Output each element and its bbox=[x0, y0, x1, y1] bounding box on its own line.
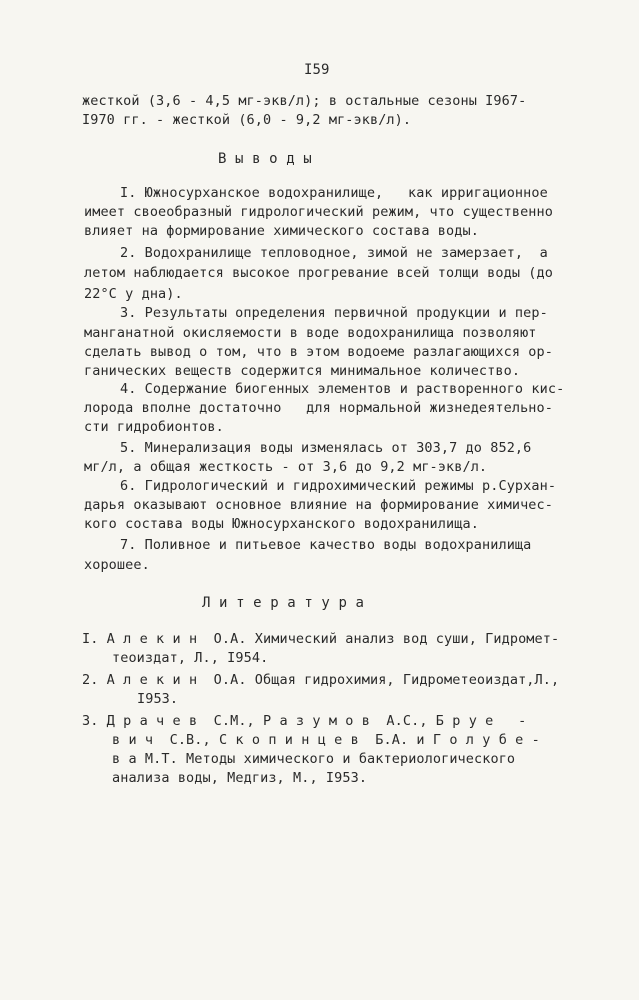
reference-line: теоиздат, Л., I954. bbox=[112, 650, 269, 666]
conclusion-line: лорода вполне достаточно для нормальной жизнедеятельно- bbox=[84, 400, 553, 416]
reference-line: 3. Д р а ч е в С.М., Р а з у м о в А.С., Б р у е - bbox=[82, 713, 527, 729]
conclusion-line: влияет на формирование химического состава воды. bbox=[84, 223, 479, 239]
reference-line: анализа воды, Медгиз, М., I953. bbox=[112, 770, 368, 786]
conclusion-line: манганатной окисляемости в воде водохранилища позволяют bbox=[84, 325, 537, 341]
conclusion-line: имеет своеобразный гидрологический режим, что существенно bbox=[84, 204, 553, 220]
conclusion-line: дарья оказывают основное влияние на формирование химичес- bbox=[84, 497, 553, 513]
conclusion-line: I. Южносурханское водохранилище, как ирригационное bbox=[120, 185, 548, 201]
conclusion-line: хорошее. bbox=[84, 557, 150, 573]
reference-line: I953. bbox=[137, 691, 179, 707]
literature-heading: Л и т е р а т у р а bbox=[202, 595, 365, 611]
reference-line: 2. А л е к и н О.А. Общая гидрохимия, Гидрометеоиздат,Л., bbox=[82, 672, 560, 688]
conclusion-line: сти гидробионтов. bbox=[84, 419, 224, 435]
intro-line: жесткой (3,6 - 4,5 мг-экв/л); в остальные сезоны I967- bbox=[82, 93, 527, 109]
conclusion-line: мг/л, а общая жесткость - от 3,6 до 9,2 мг-экв/л. bbox=[84, 459, 488, 475]
conclusion-line: кого состава воды Южносурханского водохранилища. bbox=[84, 516, 479, 532]
reference-line: I. А л е к и н О.А. Химический анализ вод суши, Гидромет- bbox=[82, 631, 560, 647]
reference-line: в а М.Т. Методы химического и бактериологического bbox=[112, 751, 516, 767]
conclusion-line: 3. Результаты определения первичной продукции и пер- bbox=[120, 305, 548, 321]
conclusion-line: ганических веществ содержится минимальное количество. bbox=[84, 363, 521, 379]
conclusion-line: летом наблюдается высокое прогревание всей толщи воды (до bbox=[84, 265, 553, 281]
reference-line: в и ч С.В., С к о п и н ц е в Б.А. и Г о л у б е - bbox=[112, 732, 540, 748]
conclusion-line: сделать вывод о том, что в этом водоеме разлагающихся ор- bbox=[84, 344, 553, 360]
page-number: I59 bbox=[304, 62, 330, 78]
conclusion-line: 6. Гидрологический и гидрохимический режимы р.Сурхан- bbox=[120, 478, 557, 494]
conclusion-line: 5. Минерализация воды изменялась от 303,7 до 852,6 bbox=[120, 440, 532, 456]
conclusion-line: 22°С у дна). bbox=[84, 286, 183, 302]
conclusion-line: 2. Водохранилище тепловодное, зимой не замерзает, а bbox=[120, 245, 548, 261]
conclusions-heading: В ы в о д ы bbox=[218, 151, 312, 167]
intro-line: I970 гг. - жесткой (6,0 - 9,2 мг-экв/л). bbox=[82, 112, 412, 128]
conclusion-line: 7. Поливное и питьевое качество воды водохранилища bbox=[120, 537, 532, 553]
conclusion-line: 4. Содержание биогенных элементов и растворенного кис- bbox=[120, 381, 565, 397]
